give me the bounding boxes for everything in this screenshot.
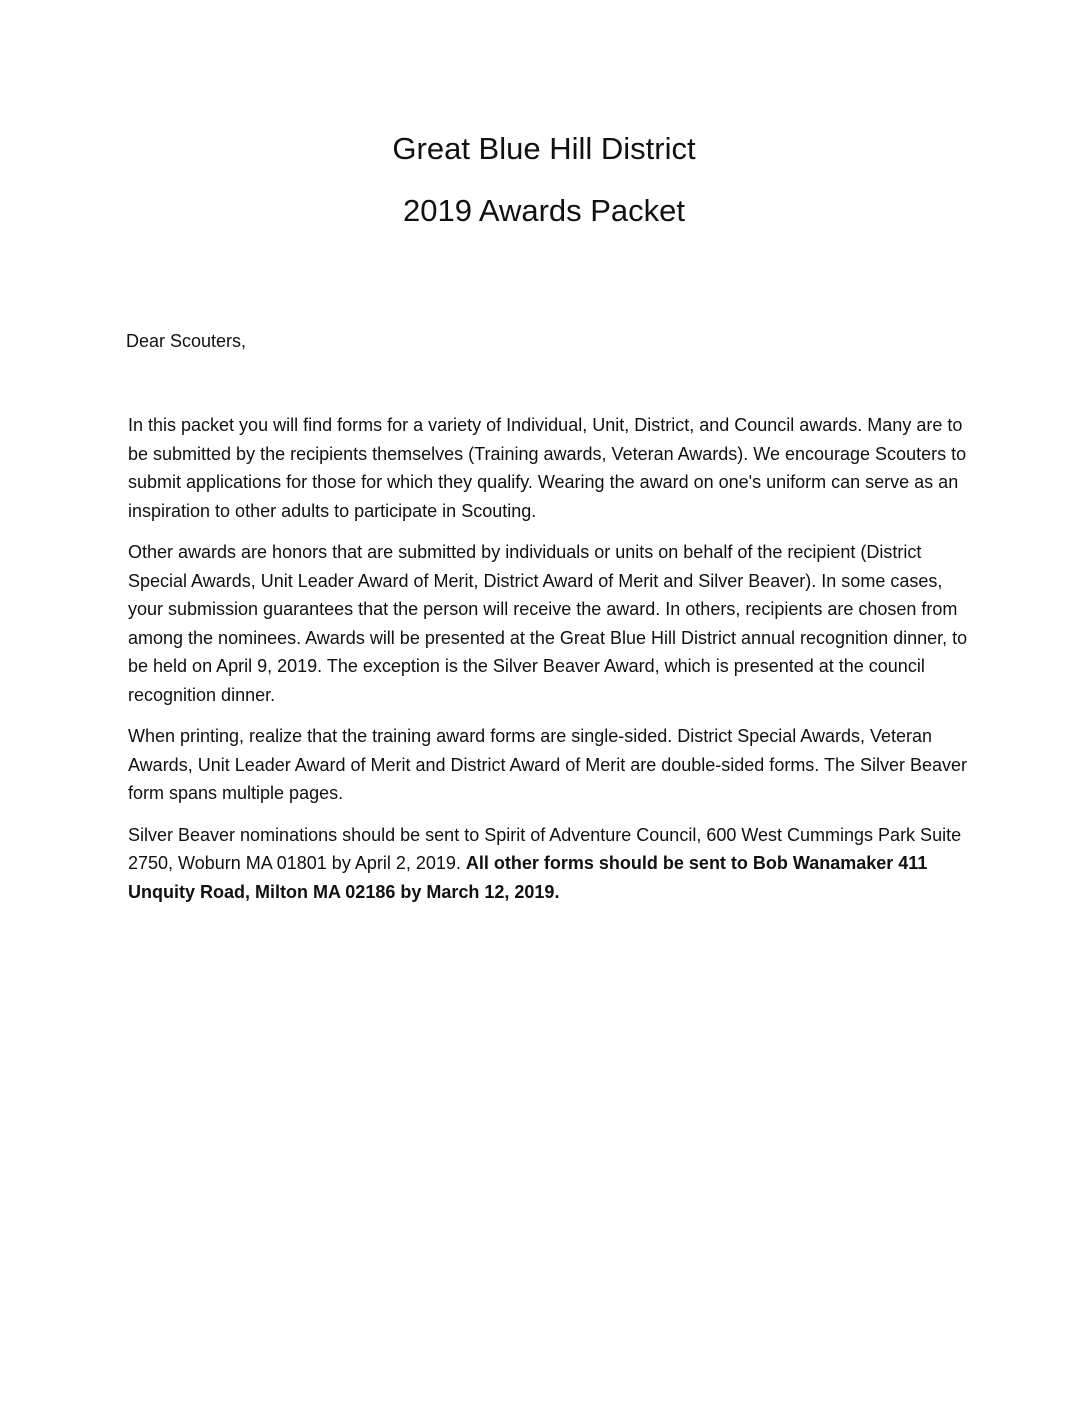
district-title: Great Blue Hill District	[392, 131, 696, 166]
submission-silver-beaver-text: Silver Beaver nominations should be sent to Spirit of Adventure Council, 600 West Cummings Park Suite 2750, Woburn MA 01801 by April 2, 2019.	[128, 824, 962, 873]
paragraph-intro: In this packet you will find forms for a variety of Individual, Unit, District, and Council awards. Many are to be submitted by the recipients themselves (Training awards, Veteran Awards). We encourage Scouters to submit applications for those for which they qualify. Wearing the award on one's uniform can serve as an inspiration to other adults to participate in Scouting.	[128, 415, 967, 521]
paragraph-submission	[128, 821, 968, 907]
paragraph-honors: Other awards are honors that are submitted by individuals or units on behalf of the recipient (District Special Awards, Unit Leader Award of Merit, District Award of Merit and Silver Beaver). In some cases, your submission guarantees that the person will receive the award. In others, recipients are chosen from among the nominees. Awards will be presented at the Great Blue Hill District annual recognition dinner, to be held on April 9, 2019. The exception is the Silver Beaver Award, which is presented at the council recognition dinner.	[128, 542, 968, 705]
submission-other-forms-text: All other forms should be sent to Bob Wanamaker 411 Unquity Road, Milton MA 02186 by March 12, 2019.	[128, 853, 928, 902]
title-block	[0, 118, 1088, 242]
letter-body	[128, 411, 968, 919]
packet-title: 2019 Awards Packet	[402, 193, 686, 228]
salutation: Dear Scouters,	[126, 331, 247, 351]
paragraph-printing: When printing, realize that the training award forms are single-sided. District Special Awards, Veteran Awards, Unit Leader Award of Merit and District Award of Merit are double-sided forms. The Silver Beaver form spans multiple pages.	[128, 726, 968, 803]
